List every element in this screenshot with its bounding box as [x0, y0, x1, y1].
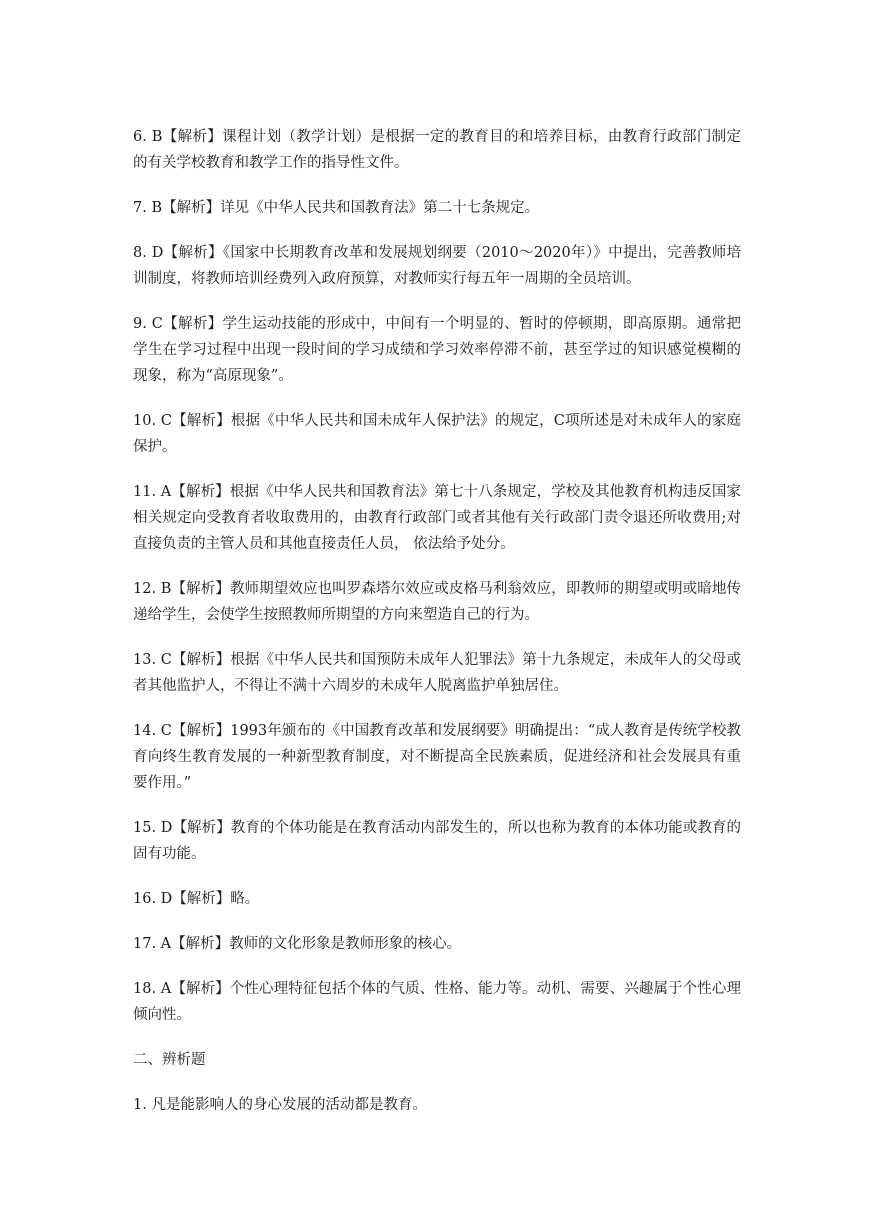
answer-11: 11. A【解析】根据《中华人民共和国教育法》第七十八条规定，学校及其他教育机构违反国家相关规定向受教育者收取费用的，由教育行政部门或者其他有关行政部门责令退还所收费用;对直接负责的主管人员和其他直接责任人员， 依法给予处分。: [133, 484, 741, 552]
answer-14: 14. C【解析】1993年颁布的《中国教育改革和发展纲要》明确提出：“成人教育是传统学校教育向终生教育发展的一种新型教育制度，对不断提高全民族素质，促进经济和社会发展具有重要作用。”: [133, 723, 741, 791]
section-heading: 二、辨析题: [133, 1052, 206, 1068]
question-1: 1. 凡是能影响人的身心发展的活动都是教育。: [133, 1097, 427, 1113]
answer-12: 12. B【解析】教师期望效应也叫罗森塔尔效应或皮格马利翁效应，即教师的期望或明或暗地传递给学生，会使学生按照教师所期望的方向来塑造自己的行为。: [133, 581, 741, 623]
answer-17: 17. A【解析】教师的文化形象是教师形象的核心。: [133, 936, 462, 952]
answer-7: 7. B【解析】详见《中华人民共和国教育法》第二十七条规定。: [133, 200, 540, 216]
answer-16: 16. D【解析】略。: [133, 891, 260, 907]
answer-8: 8. D【解析】《国家中长期教育改革和发展规划纲要（2010～2020年）》中提出，完善教师培训制度，将教师培训经费列入政府预算，对教师实行每五年一周期的全员培训。: [133, 245, 741, 287]
answer-6: 6. B【解析】课程计划（教学计划）是根据一定的教育目的和培养目标，由教育行政部门制定的有关学校教育和教学工作的指导性文件。: [133, 129, 741, 171]
answer-18: 18. A【解析】个性心理特征包括个体的气质、性格、能力等。动机、需要、兴趣属于个性心理倾向性。: [133, 981, 741, 1023]
answer-10: 10. C【解析】根据《中华人民共和国未成年人保护法》的规定，C项所述是对未成年人的家庭保护。: [133, 413, 741, 455]
document-body: [133, 124, 741, 1137]
answer-13: 13. C【解析】根据《中华人民共和国预防未成年人犯罪法》第十九条规定，未成年人的父母或者其他监护人，不得让不满十六周岁的未成年人脱离监护单独居住。: [133, 652, 741, 694]
answer-15: 15. D【解析】教育的个体功能是在教育活动内部发生的，所以也称为教育的本体功能或教育的固有功能。: [133, 820, 741, 862]
answer-9: 9. C【解析】学生运动技能的形成中，中间有一个明显的、暂时的停顿期，即高原期。通常把学生在学习过程中出现一段时间的学习成绩和学习效率停滞不前，甚至学过的知识感觉模糊的现象，称为“高原现象”。: [133, 316, 741, 384]
